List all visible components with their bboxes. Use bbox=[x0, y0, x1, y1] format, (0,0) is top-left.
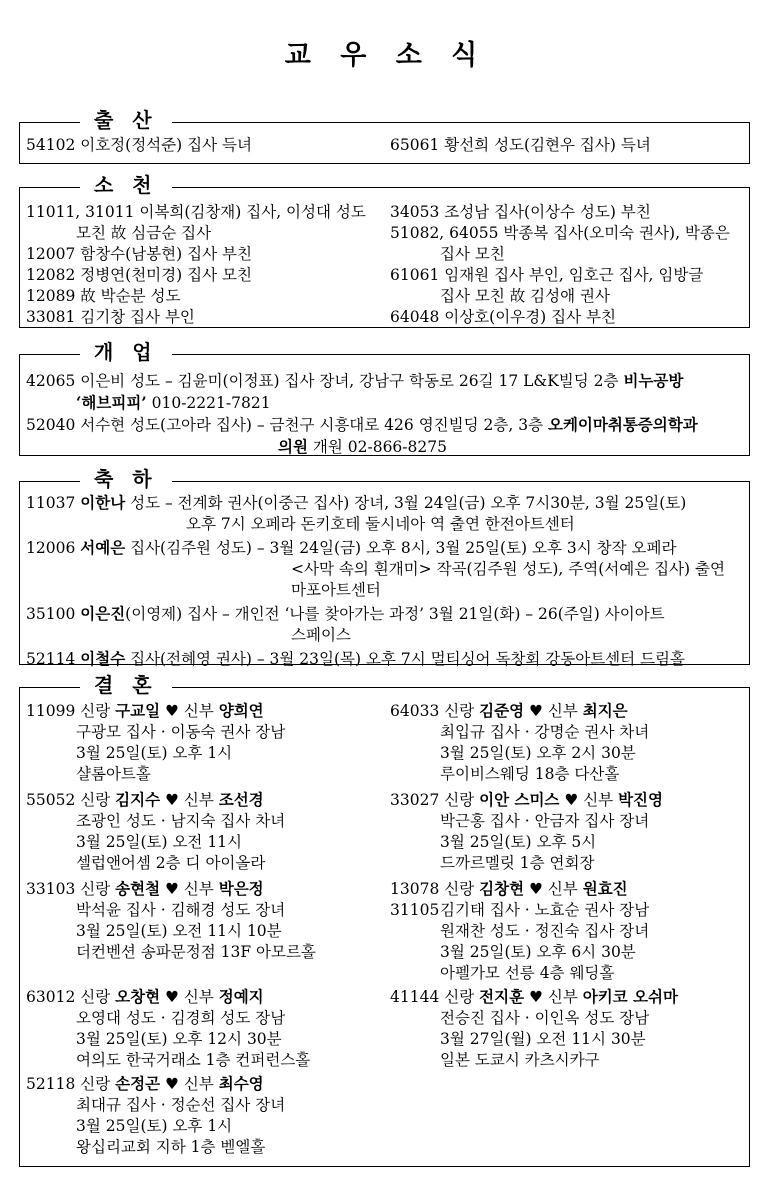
death-entry: 51082, 64055 박종복 집사(오미숙 권사), 박종은 bbox=[390, 224, 730, 242]
wedding-entry: 55052 신랑 김지수 ♥ 신부 조선경 조광인 성도 · 남지숙 집사 차녀 3월 25일(토) 오전 11시 셀럽앤어셈 2층 디 아이올라 bbox=[26, 790, 286, 872]
opening-entry-cont: 의원 개원 02-866-8275 bbox=[278, 437, 447, 456]
wedding-entry: 11099 신랑 구교일 ♥ 신부 양희연 구광모 집사 · 이동숙 권사 장남 3월 25일(토) 오후 1시 샬롬아트홀 bbox=[26, 701, 286, 783]
heart-icon: ♥ bbox=[529, 988, 543, 1006]
congrats-entry-cont: 스페이스 bbox=[291, 626, 351, 644]
congrats-entry-cont: 마포아트센터 bbox=[291, 581, 381, 599]
opening-section bbox=[19, 340, 750, 456]
death-entry: 모친 故 심금순 집사 bbox=[76, 224, 212, 242]
heart-icon: ♥ bbox=[165, 702, 179, 720]
death-heading: 소 천 bbox=[80, 171, 172, 199]
birth-entry-right: 65061 황선희 성도(김현우 집사) 득녀 bbox=[390, 136, 651, 154]
congrats-entry: 11037 이한나 성도 – 전계화 권사(이중근 집사) 장녀, 3월 24일(금) 오후 7시30분, 3월 25일(토) bbox=[26, 493, 687, 512]
death-entry: 12007 함창수(남봉현) 집사 부친 bbox=[26, 245, 252, 263]
congrats-entry-cont: 오후 7시 오페라 돈키호테 둘시네아 역 출연 한전아트센터 bbox=[186, 515, 575, 533]
wedding-heading: 결 혼 bbox=[80, 671, 172, 699]
death-entry: 12089 故 박순분 성도 bbox=[26, 287, 181, 305]
death-entry: 61061 임재원 집사 부인, 임호근 집사, 임방글 bbox=[390, 266, 704, 284]
wedding-entry: 64033 신랑 김준영 ♥ 신부 최지은 최입규 집사 · 강명순 권사 차녀 3월 25일(토) 오후 2시 30분 루이비스웨딩 18층 다산홀 bbox=[390, 701, 650, 783]
death-section bbox=[19, 173, 750, 328]
heart-icon: ♥ bbox=[564, 791, 579, 809]
heart-icon: ♥ bbox=[165, 791, 179, 809]
congrats-heading: 축 하 bbox=[80, 465, 172, 493]
birth-heading: 출 산 bbox=[80, 106, 172, 134]
congrats-entry: 12006 서예은 집사(김주원 성도) – 3월 24일(금) 오후 8시, 3월 25일(토) 오후 3시 창작 오페라 bbox=[26, 538, 677, 557]
death-right-list bbox=[390, 202, 730, 328]
death-left-list bbox=[26, 202, 366, 328]
congrats-entry: 35100 이은진(이영제) 집사 – 개인전 ‘나를 찾아가는 과정’ 3월 21일(화) – 26(주일) 사이아트 bbox=[26, 604, 665, 623]
death-entry: 64048 이상호(이우경) 집사 부친 bbox=[390, 308, 616, 326]
congrats-section bbox=[19, 467, 750, 668]
congrats-entry: 52114 이철수 집사(전혜영 권사) – 3월 23일(목) 오후 7시 멀티싱어 독창회 강동아트센터 드림홀 bbox=[26, 649, 685, 668]
death-entry: 집사 모친 bbox=[440, 245, 505, 263]
opening-entry: 42065 이은비 성도 – 김윤미(이정표) 집사 장녀, 강남구 학동로 26길 17 L&K빌딩 2층 비누공방 bbox=[26, 371, 684, 390]
death-entry: 34053 조성남 집사(이상수 성도) 부친 bbox=[390, 203, 651, 221]
congrats-entry-cont: <사막 속의 흰개미> 작곡(김주원 성도), 주역(서예은 집사) 출연 bbox=[291, 560, 725, 578]
opening-list bbox=[26, 370, 698, 458]
wedding-entry: 52118 신랑 손정곤 ♥ 신부 최수영 최대규 집사 · 정순선 집사 장녀 3월 25일(토) 오후 1시 왕십리교회 지하 1층 벧엘홀 bbox=[26, 1074, 286, 1156]
page-title: 교 우 소 식 bbox=[284, 40, 488, 71]
birth-section bbox=[19, 108, 750, 164]
congrats-list bbox=[26, 492, 725, 670]
birth-entry-left: 54102 이호정(정석준) 집사 득녀 bbox=[26, 136, 252, 154]
opening-entry: 52040 서수현 성도(고아라 집사) – 금천구 시흥대로 426 영진빌딩 2층, 3층 오케이마취통증의학과 bbox=[26, 415, 698, 434]
wedding-entry: 63012 신랑 오창현 ♥ 신부 정예지 오영대 성도 · 김경희 성도 장남 3월 25일(토) 오후 12시 30분 여의도 한국거래소 1층 컨퍼런스홀 bbox=[26, 987, 311, 1069]
heart-icon: ♥ bbox=[165, 880, 179, 898]
heart-icon: ♥ bbox=[165, 1075, 179, 1093]
death-entry: 33081 김기창 집사 부인 bbox=[26, 308, 195, 326]
death-entry: 12082 정병연(천미경) 집사 모친 bbox=[26, 266, 252, 284]
wedding-entry: 33103 신랑 송현철 ♥ 신부 박은정 박석윤 집사 · 김해경 성도 장녀 3월 25일(토) 오전 11시 10분 더컨벤션 송파문정점 13F 아모르홀 bbox=[26, 879, 316, 961]
death-entry: 집사 모친 故 김성애 권사 bbox=[440, 287, 610, 305]
heart-icon: ♥ bbox=[529, 880, 543, 898]
opening-heading: 개 업 bbox=[80, 338, 172, 366]
wedding-entry: 41144 신랑 전지훈 ♥ 신부 아키코 오쉬마 전승진 집사 · 이인옥 성도 장남 3월 27일(월) 오전 11시 30분 일본 도쿄시 카츠시카구 bbox=[390, 987, 678, 1069]
heart-icon: ♥ bbox=[529, 702, 543, 720]
heart-icon: ♥ bbox=[165, 988, 179, 1006]
wedding-section bbox=[19, 673, 750, 1167]
opening-entry-cont: ‘해브피피’ 010-2221-7821 bbox=[76, 393, 271, 412]
death-entry: 11011, 31011 이복희(김창재) 집사, 이성대 성도 bbox=[26, 203, 366, 221]
wedding-entry: 33027 신랑 이안 스미스 ♥ 신부 박진영 박근홍 집사 · 안금자 집사 장녀 3월 25일(토) 오후 5시 드까르멜릿 1층 연회장 bbox=[390, 790, 663, 872]
wedding-entry: 13078 신랑 김창현 ♥ 신부 원효진 31105 김기태 집사 · 노효순 권사 장남 원재찬 성도 · 정진숙 집사 장녀 3월 25일(토) 오후 6시 30분 아펠가모 선릉 4층 웨딩홀 bbox=[390, 879, 650, 982]
